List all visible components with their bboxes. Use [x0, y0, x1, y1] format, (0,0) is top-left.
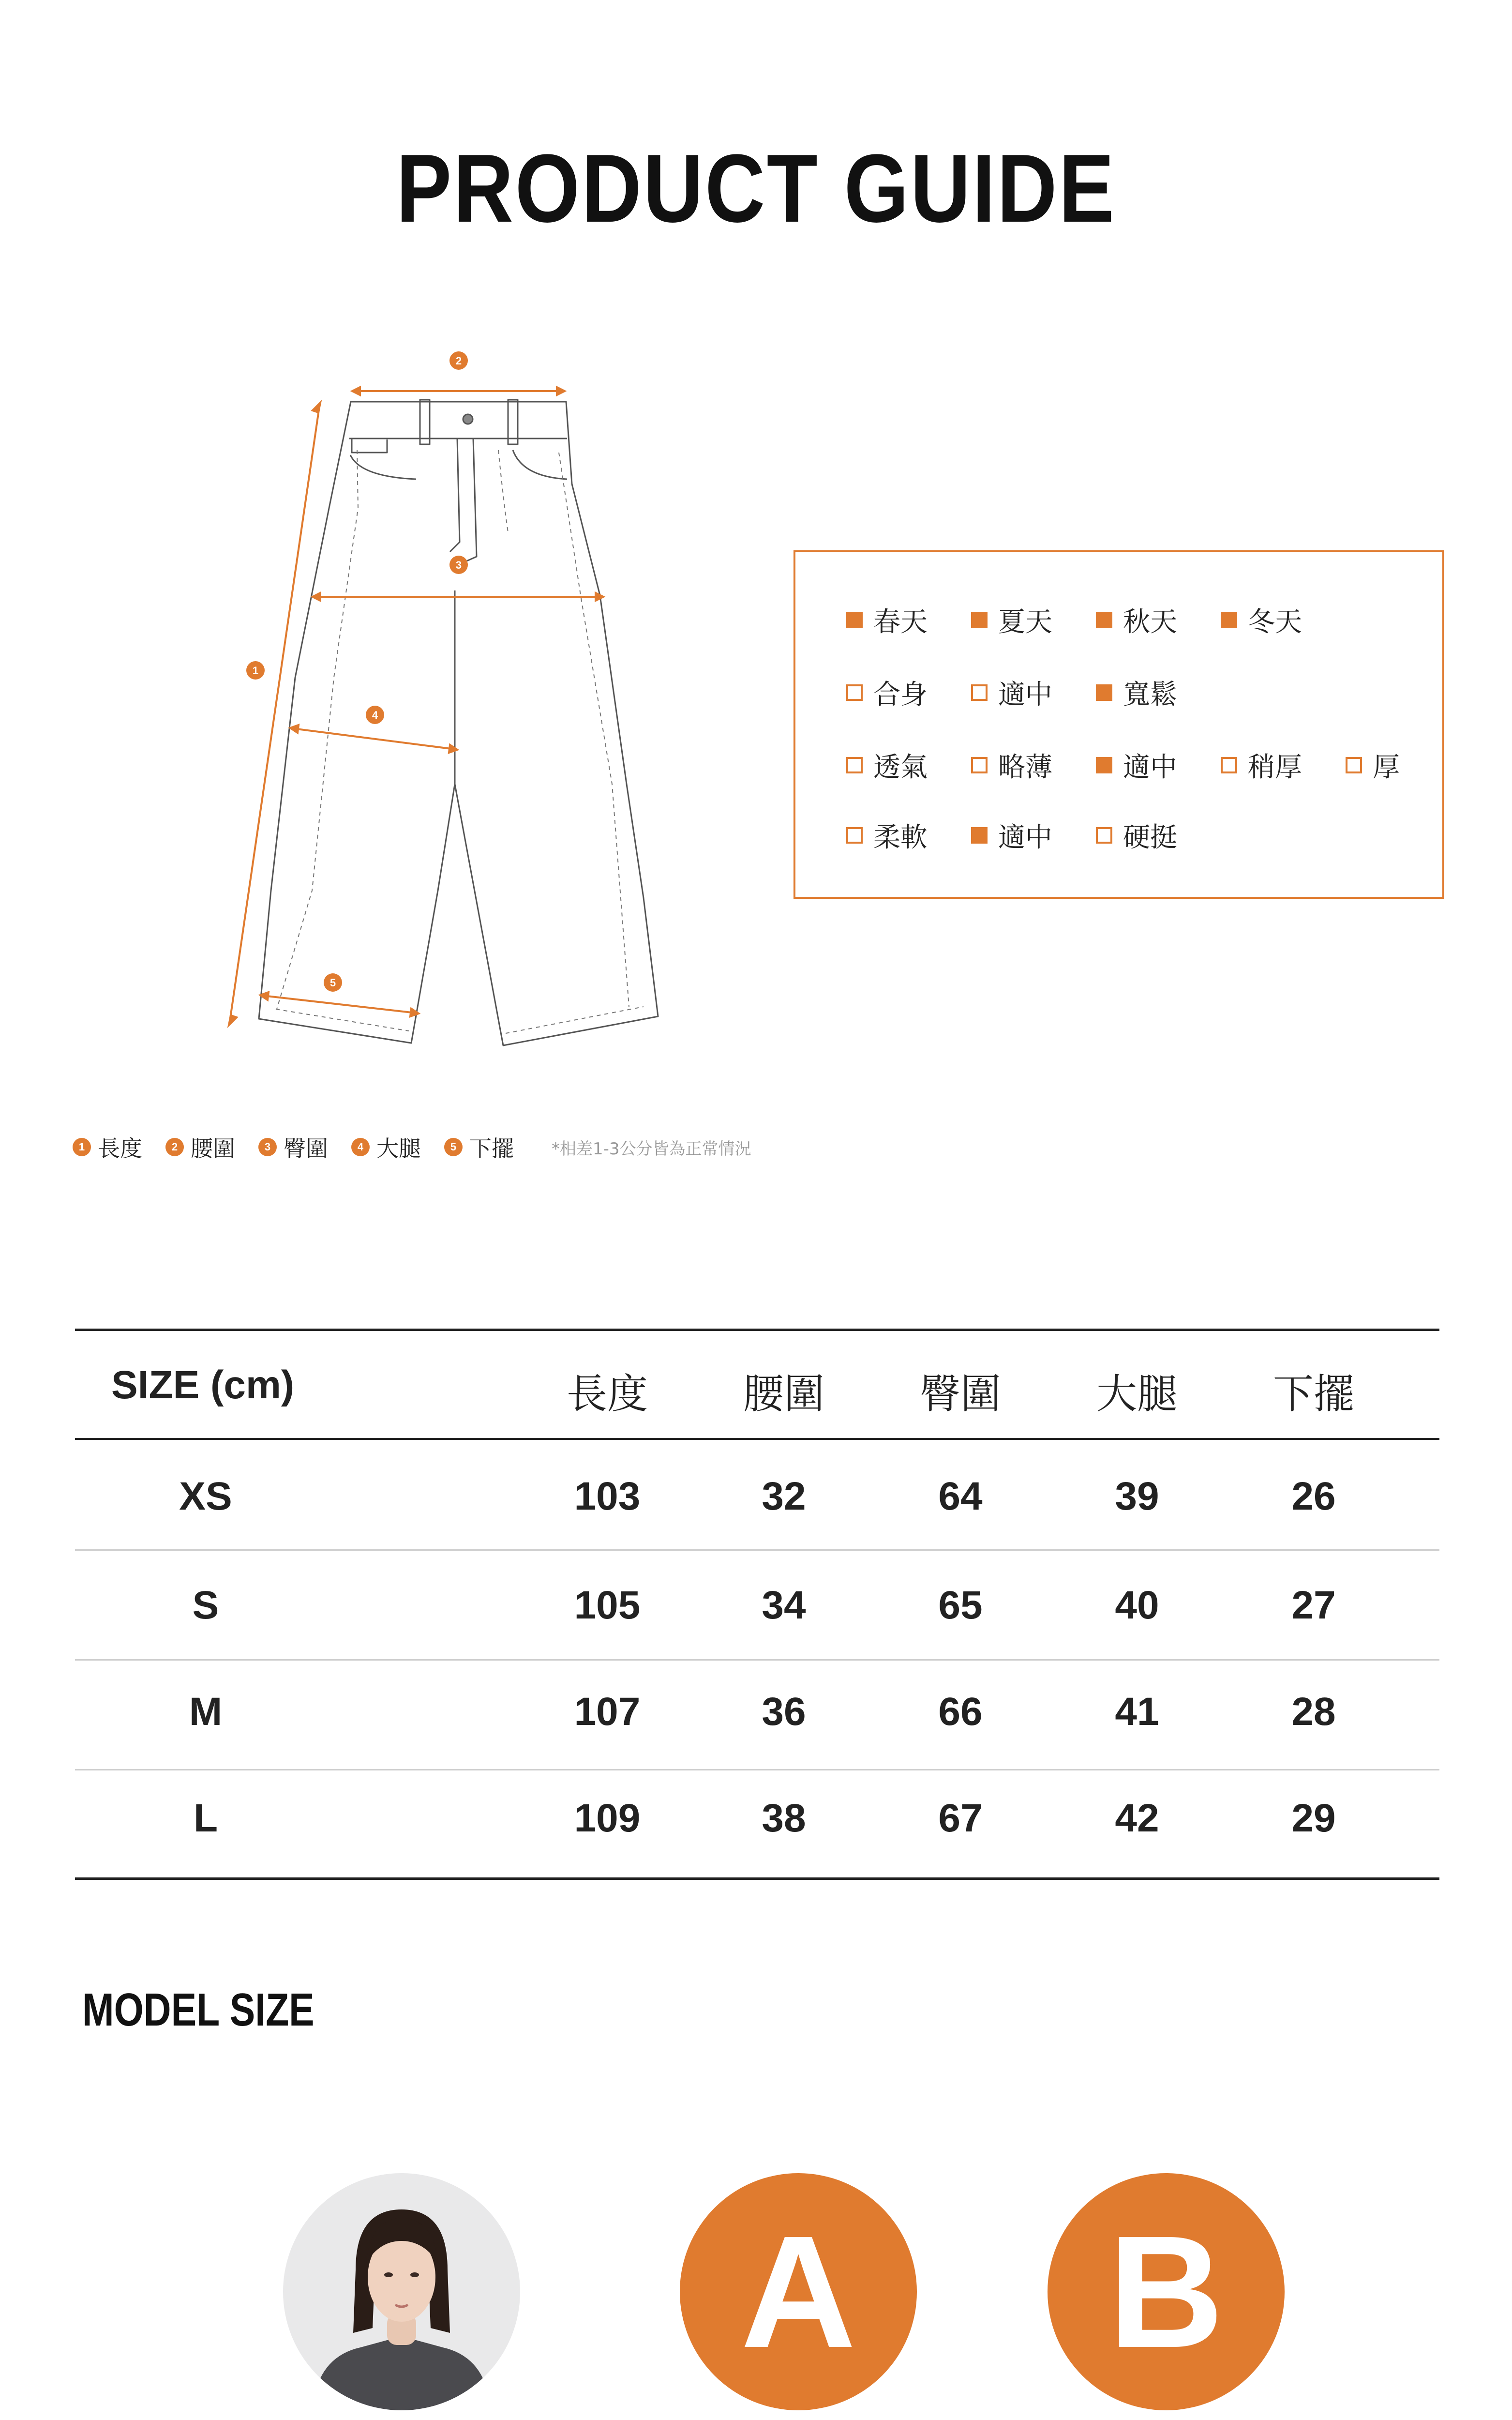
legend-item	[444, 1131, 514, 1163]
row-divider	[75, 1769, 1439, 1770]
attr-item	[971, 671, 1052, 714]
attr-item	[1096, 671, 1177, 714]
cell-hem: 29	[1291, 1796, 1336, 1840]
model-card-a	[614, 2173, 982, 2420]
checkbox-icon	[971, 827, 988, 844]
cell-length: 103	[574, 1474, 641, 1518]
tolerance-note: *相差1-3公分皆為正常情況	[552, 1139, 751, 1159]
cell-hem: 28	[1291, 1690, 1336, 1734]
checkbox-icon	[1096, 612, 1112, 628]
attr-item	[1096, 743, 1177, 787]
pants-measurement-diagram	[213, 334, 697, 1065]
legend-item	[258, 1131, 328, 1163]
attr-item	[846, 671, 928, 714]
cell-size: L	[193, 1796, 218, 1840]
checkbox-icon	[971, 612, 988, 628]
row-divider	[75, 1549, 1439, 1551]
attr-label: 厚	[1373, 752, 1400, 783]
attr-item	[1096, 814, 1177, 857]
cell-size: M	[189, 1690, 223, 1734]
attr-label: 冬天	[1248, 606, 1302, 638]
attr-label: 適中	[998, 679, 1052, 711]
attr-item	[971, 598, 1052, 642]
attr-item	[846, 598, 928, 642]
model-size-heading: MODEL SIZE	[82, 1984, 314, 2036]
attr-item	[846, 743, 928, 787]
checkbox-icon	[1221, 612, 1237, 628]
attr-item	[971, 814, 1052, 857]
cell-waist: 34	[762, 1583, 806, 1627]
attr-label: 稍厚	[1248, 752, 1302, 783]
legend-label: 大腿	[376, 1135, 421, 1162]
marker-4-label: 4	[372, 709, 378, 721]
attr-label: 適中	[1123, 752, 1177, 783]
checkbox-icon	[1221, 757, 1237, 773]
cell-hip: 66	[938, 1690, 983, 1734]
cell-waist: 38	[762, 1796, 806, 1840]
legend-label: 長度	[98, 1135, 142, 1162]
attr-item	[971, 743, 1052, 787]
marker-1-label: 1	[252, 665, 259, 677]
cell-thigh: 39	[1115, 1474, 1159, 1518]
cell-length: 105	[574, 1583, 641, 1627]
avatar	[1048, 2173, 1285, 2410]
table-top-rule	[75, 1329, 1439, 1331]
header-thigh: 大腿	[1096, 1370, 1178, 1418]
attr-label: 寬鬆	[1123, 679, 1177, 711]
marker-3-label: 3	[455, 559, 462, 571]
checkbox-icon	[846, 757, 863, 773]
header-hip: 臀圍	[919, 1370, 1001, 1418]
attr-label: 透氣	[873, 752, 928, 783]
attr-label: 合身	[873, 679, 928, 711]
cell-waist: 32	[762, 1474, 806, 1518]
attr-label: 夏天	[998, 606, 1052, 638]
attr-item	[846, 814, 928, 857]
checkbox-icon	[1096, 757, 1112, 773]
cell-hip: 64	[938, 1474, 983, 1518]
legend-label: 臀圍	[284, 1135, 328, 1162]
header-hem: 下擺	[1272, 1370, 1354, 1418]
cell-hem: 27	[1291, 1583, 1336, 1627]
attr-label: 適中	[998, 822, 1052, 853]
header-waist: 腰圍	[743, 1370, 824, 1418]
checkbox-icon	[846, 684, 863, 701]
cell-thigh: 40	[1115, 1583, 1159, 1627]
checkbox-icon	[1096, 684, 1112, 701]
attr-label: 春天	[873, 606, 928, 638]
cell-size: S	[192, 1583, 219, 1627]
cell-waist: 36	[762, 1690, 806, 1734]
attr-label: 硬挺	[1123, 822, 1177, 853]
attr-item	[1096, 598, 1177, 642]
cell-thigh: 42	[1115, 1796, 1159, 1840]
row-divider	[75, 1659, 1439, 1661]
header-size: SIZE (cm)	[111, 1363, 295, 1407]
legend-item	[351, 1131, 421, 1163]
page-title: PRODUCT GUIDE	[396, 135, 1116, 242]
marker-5-label: 5	[329, 977, 336, 989]
avatar	[680, 2173, 917, 2410]
cell-size: XS	[179, 1474, 232, 1518]
cell-length: 109	[574, 1796, 641, 1840]
cell-hip: 67	[938, 1796, 983, 1840]
table-header-rule	[75, 1438, 1439, 1440]
model-card-wei	[218, 2173, 585, 2420]
checkbox-icon	[846, 612, 863, 628]
legend-item	[165, 1131, 235, 1163]
checkbox-icon	[971, 757, 988, 773]
number-badge-icon: 5	[444, 1138, 463, 1156]
checkbox-icon	[846, 827, 863, 844]
attr-label: 秋天	[1123, 606, 1177, 638]
avatar-letter: A	[740, 2202, 856, 2381]
number-badge-icon: 3	[258, 1138, 277, 1156]
attr-item	[1346, 743, 1400, 787]
avatar	[283, 2173, 520, 2410]
attr-label: 柔軟	[873, 822, 928, 853]
marker-2-label: 2	[455, 355, 462, 367]
model-photo-icon	[283, 2173, 520, 2410]
legend-label: 下擺	[469, 1135, 514, 1162]
fabric-attributes-box	[793, 550, 1444, 899]
cell-thigh: 41	[1115, 1690, 1159, 1734]
checkbox-icon	[1096, 827, 1112, 844]
measurement-legend	[73, 1130, 751, 1164]
table-bottom-rule	[75, 1877, 1439, 1880]
legend-label: 腰圍	[191, 1135, 235, 1162]
cell-hem: 26	[1291, 1474, 1336, 1518]
avatar-letter: B	[1108, 2202, 1224, 2381]
legend-item	[73, 1131, 142, 1163]
number-badge-icon: 4	[351, 1138, 370, 1156]
model-card-b	[982, 2173, 1350, 2420]
checkbox-icon	[1346, 757, 1362, 773]
attr-item	[1221, 598, 1302, 642]
number-badge-icon: 1	[73, 1138, 91, 1156]
header-length: 長度	[566, 1370, 648, 1418]
cell-hip: 65	[938, 1583, 983, 1627]
attr-label: 略薄	[998, 752, 1052, 783]
checkbox-icon	[971, 684, 988, 701]
number-badge-icon: 2	[165, 1138, 184, 1156]
attr-item	[1221, 743, 1302, 787]
cell-length: 107	[574, 1690, 641, 1734]
